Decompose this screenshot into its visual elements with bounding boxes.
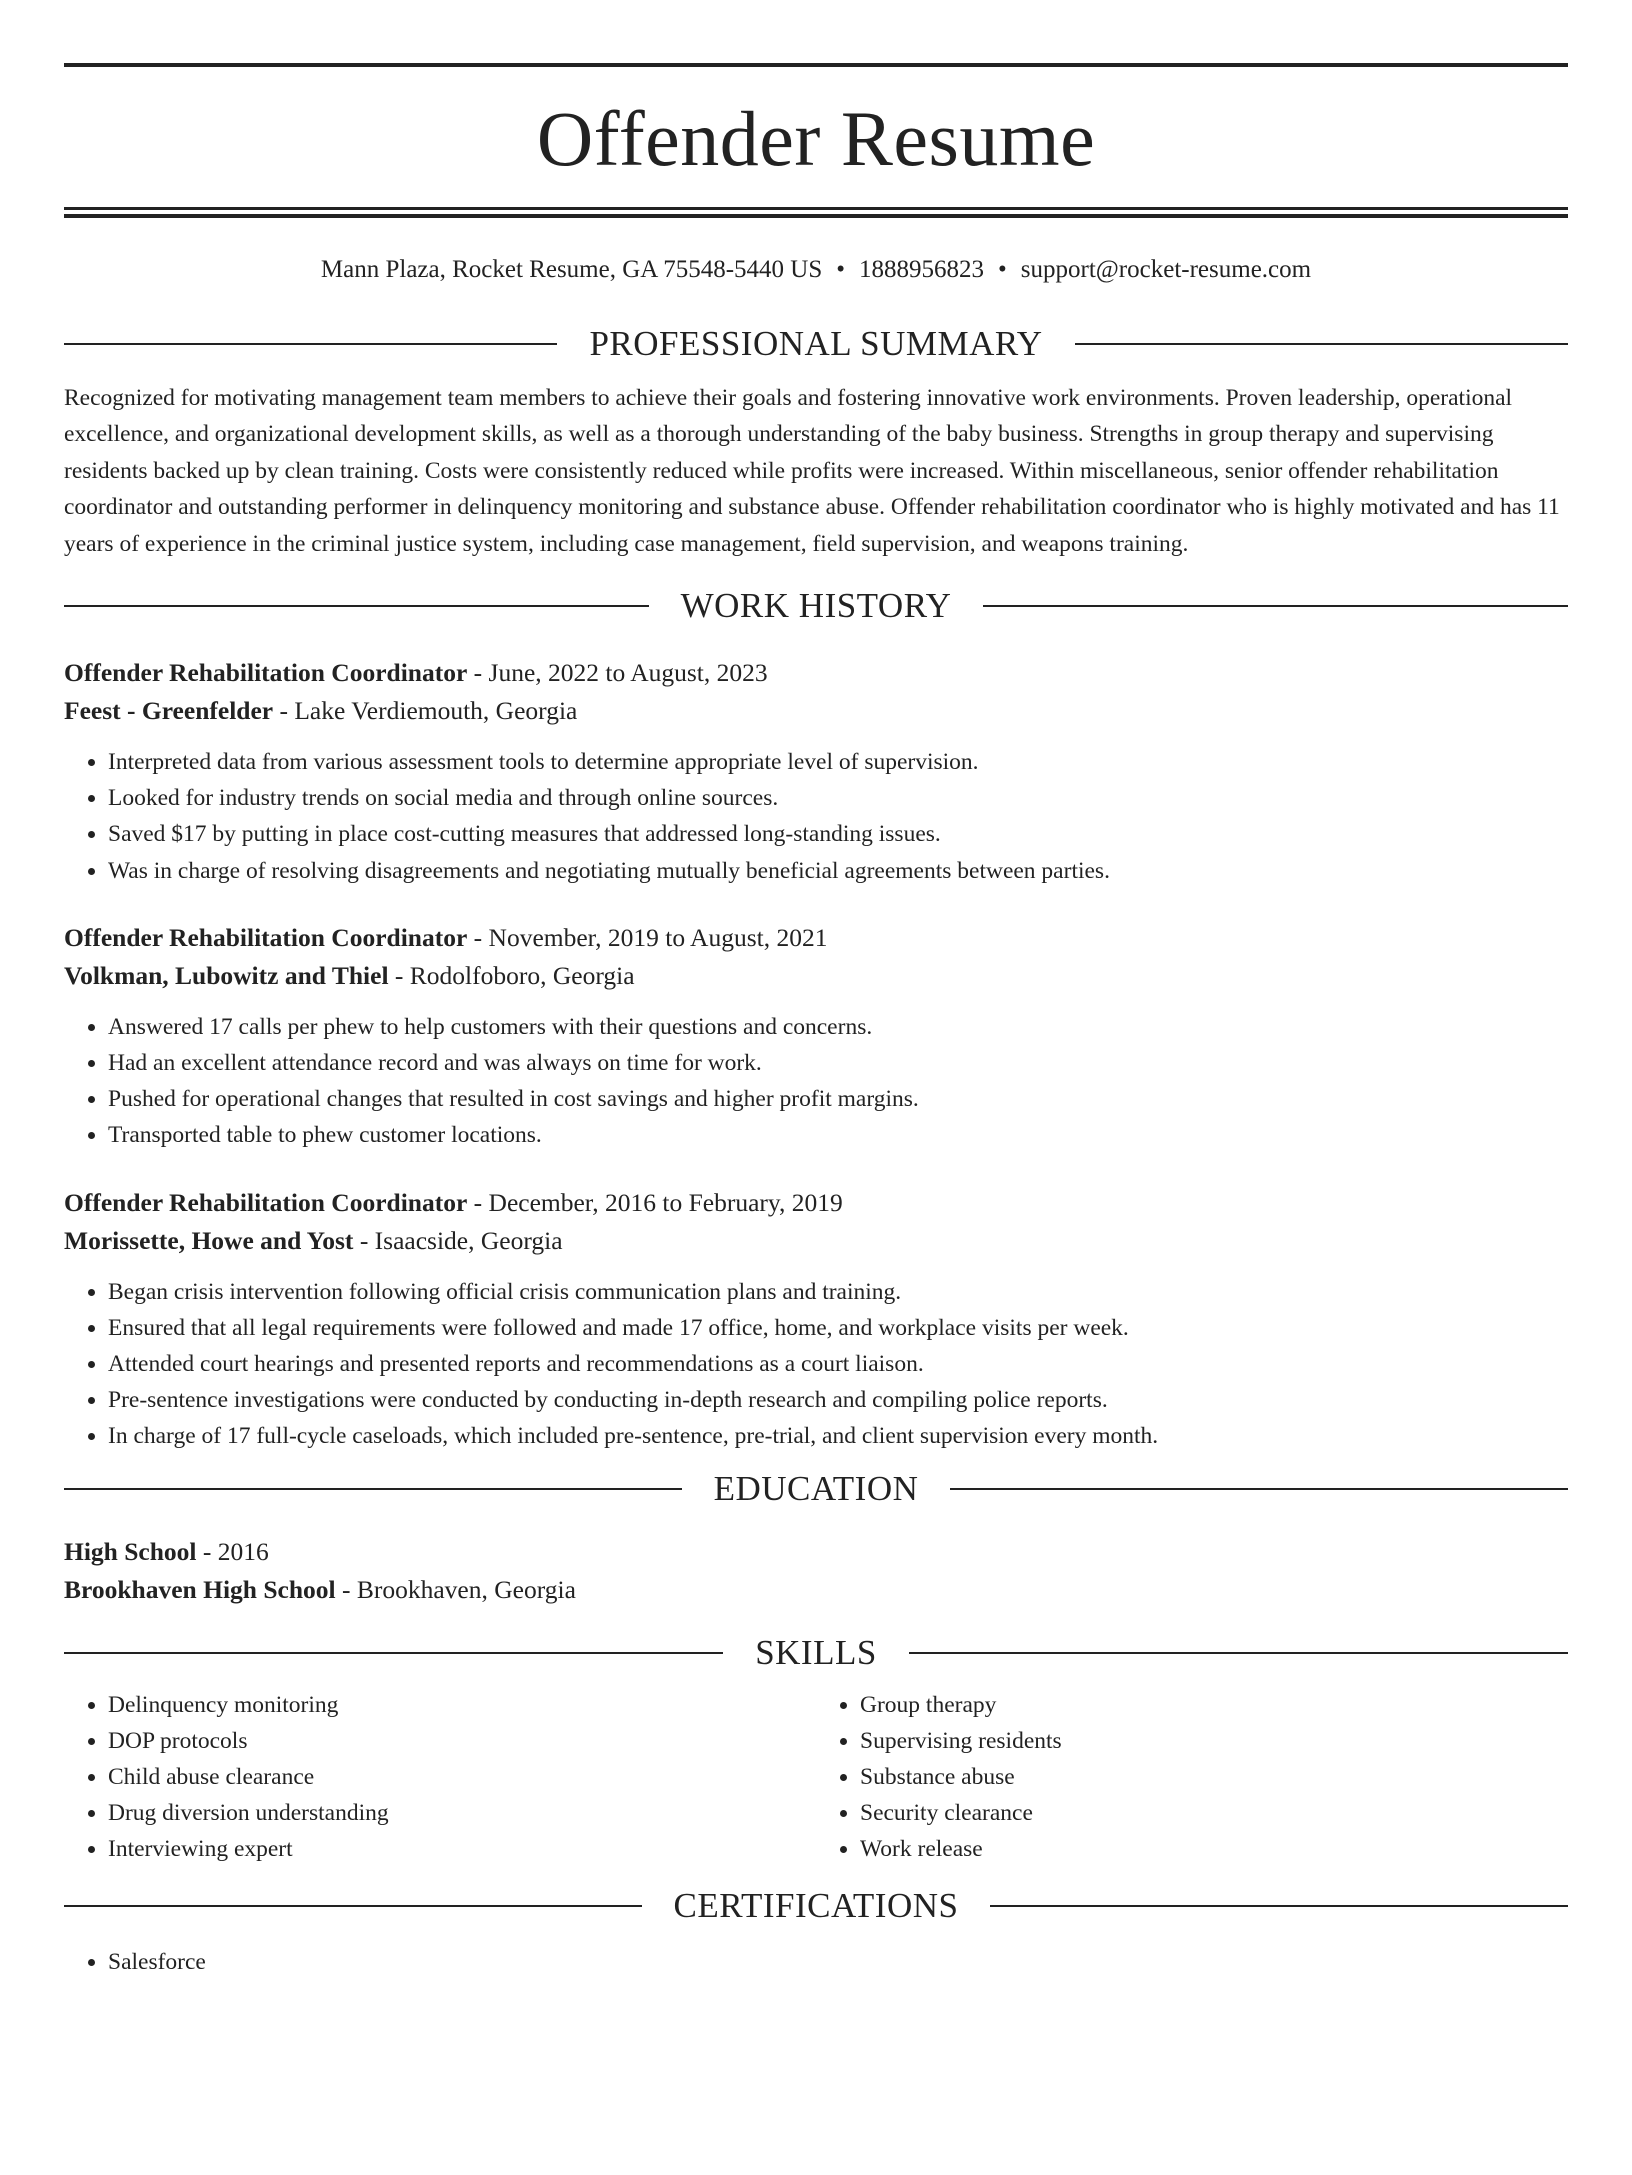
job-title-line (64, 654, 1568, 692)
section-title: WORK HISTORY (680, 586, 952, 626)
job-entry (64, 654, 1568, 889)
job-dates: - June, 2022 to August, 2023 (467, 658, 768, 688)
job-company-line (64, 692, 1568, 730)
section-rule (64, 343, 557, 345)
education-degree: High School (64, 1536, 197, 1566)
education-location: - Brookhaven, Georgia (335, 1574, 576, 1604)
education-year: - 2016 (196, 1536, 269, 1566)
list-item: • Delinquency monitoring (108, 1687, 816, 1723)
list-item: • Salesforce (108, 1944, 1568, 1980)
contact-email: support@rocket-resume.com (1020, 256, 1312, 283)
list-item: • Ensured that all legal requirements were followed and made 17 office, home, and workplace visits per week. (108, 1310, 1568, 1346)
contact-separator: • (836, 256, 846, 283)
list-item: • Security clearance (860, 1795, 1568, 1831)
list-item: • DOP protocols (108, 1723, 816, 1759)
contact-line (64, 254, 1568, 286)
section-header-work (64, 584, 1568, 628)
job-company: Morissette, Howe and Yost (64, 1225, 354, 1255)
section-title: SKILLS (755, 1632, 877, 1672)
section-rule (64, 1652, 723, 1654)
section-rule (983, 605, 1568, 607)
section-rule (950, 1488, 1568, 1490)
section-rule (1075, 343, 1568, 345)
list-item: • Group therapy (860, 1687, 1568, 1723)
section-title: PROFESSIONAL SUMMARY (589, 324, 1043, 363)
job-dates: - December, 2016 to February, 2019 (467, 1187, 843, 1217)
skills-list-right (816, 1687, 1568, 1868)
job-dates: - November, 2019 to August, 2021 (467, 922, 828, 952)
list-item: • Child abuse clearance (108, 1759, 816, 1795)
section-rule (909, 1652, 1568, 1654)
section-rule (990, 1905, 1568, 1907)
section-header-education (64, 1467, 1568, 1511)
job-title-line (64, 919, 1568, 957)
job-bullets (64, 1009, 1568, 1154)
list-item: • Pushed for operational changes that resulted in cost savings and higher profit margins. (108, 1081, 1568, 1117)
section-title: CERTIFICATIONS (673, 1885, 959, 1925)
list-item: • Drug diversion understanding (108, 1795, 816, 1831)
job-location: - Lake Verdiemouth, Georgia (273, 696, 578, 726)
section-rule (64, 1905, 642, 1907)
section-header-certifications (64, 1884, 1568, 1928)
page-title: Offender Resume (536, 95, 1096, 182)
job-title: Offender Rehabilitation Coordinator (64, 922, 468, 952)
list-item: • Saved $17 by putting in place cost-cutting measures that addressed long-standing issues. (108, 816, 1568, 852)
summary-text: Recognized for motivating management team members to achieve their goals and fostering innovative work environments. Proven leadership, operational excellence, and organizational development skills, as well as a thorough understanding of the baby business. Strengths in group therapy and supervising residents backed up by clean training. Costs were consistently reduced while profits were increased. Within miscellaneous, senior offender rehabilitation coordinator and outstanding performer in delinquency monitoring and substance abuse. Offender rehabilitation coordinator who is highly motivated and has 11 years of experience in the criminal justice system, including case management, field supervision, and weapons training. (64, 385, 1560, 557)
skills-grid (64, 1687, 1568, 1868)
list-item: • Began crisis intervention following official crisis communication plans and training. (108, 1274, 1568, 1310)
job-company-line (64, 957, 1568, 995)
job-bullets (64, 1274, 1568, 1455)
education-entry (64, 1533, 1568, 1609)
skills-list-left (64, 1687, 816, 1868)
section-rule (64, 605, 649, 607)
job-entry (64, 1184, 1568, 1455)
header-double-rule (64, 207, 1568, 218)
list-item: • Transported table to phew customer locations. (108, 1117, 1568, 1153)
contact-separator: • (998, 256, 1007, 283)
job-title-line (64, 1184, 1568, 1222)
job-bullets (64, 744, 1568, 889)
list-item: • In charge of 17 full-cycle caseloads, which included pre-sentence, pre-trial, and client supervision every month. (108, 1418, 1568, 1454)
contact-address: Mann Plaza, Rocket Resume, GA 75548-5440 US (320, 256, 823, 283)
job-title: Offender Rehabilitation Coordinator (64, 658, 468, 688)
job-title: Offender Rehabilitation Coordinator (64, 1187, 468, 1217)
contact-phone: 1888956823 (859, 256, 985, 283)
job-company: Volkman, Lubowitz and Thiel (64, 960, 389, 990)
job-entry (64, 919, 1568, 1154)
job-company-line (64, 1222, 1568, 1260)
list-item: • Answered 17 calls per phew to help customers with their questions and concerns. (108, 1009, 1568, 1045)
section-header-summary (64, 322, 1568, 366)
list-item: • Supervising residents (860, 1723, 1568, 1759)
list-item: • Was in charge of resolving disagreements and negotiating mutually beneficial agreements between parties. (108, 853, 1568, 889)
list-item: • Pre-sentence investigations were conducted by conducting in-depth research and compiling police reports. (108, 1382, 1568, 1418)
list-item: • Looked for industry trends on social media and through online sources. (108, 780, 1568, 816)
section-title: EDUCATION (713, 1468, 919, 1508)
certifications-list (64, 1944, 1568, 1980)
education-school: Brookhaven High School (64, 1574, 336, 1604)
list-item: • Work release (860, 1831, 1568, 1867)
section-header-skills (64, 1631, 1568, 1675)
education-degree-line (64, 1533, 1568, 1571)
list-item: • Had an excellent attendance record and was always on time for work. (108, 1045, 1568, 1081)
resume-page (0, 63, 1632, 2175)
job-location: - Isaacside, Georgia (353, 1225, 563, 1255)
list-item: • Interpreted data from various assessment tools to determine appropriate level of supervision. (108, 744, 1568, 780)
education-school-line (64, 1571, 1568, 1609)
job-location: - Rodolfoboro, Georgia (388, 960, 635, 990)
list-item: • Attended court hearings and presented reports and recommendations as a court liaison. (108, 1346, 1568, 1382)
section-rule (64, 1488, 682, 1490)
list-item: • Interviewing expert (108, 1831, 816, 1867)
list-item: • Substance abuse (860, 1759, 1568, 1795)
job-company: Feest - Greenfelder (64, 696, 274, 726)
header-top-rule (64, 63, 1568, 67)
